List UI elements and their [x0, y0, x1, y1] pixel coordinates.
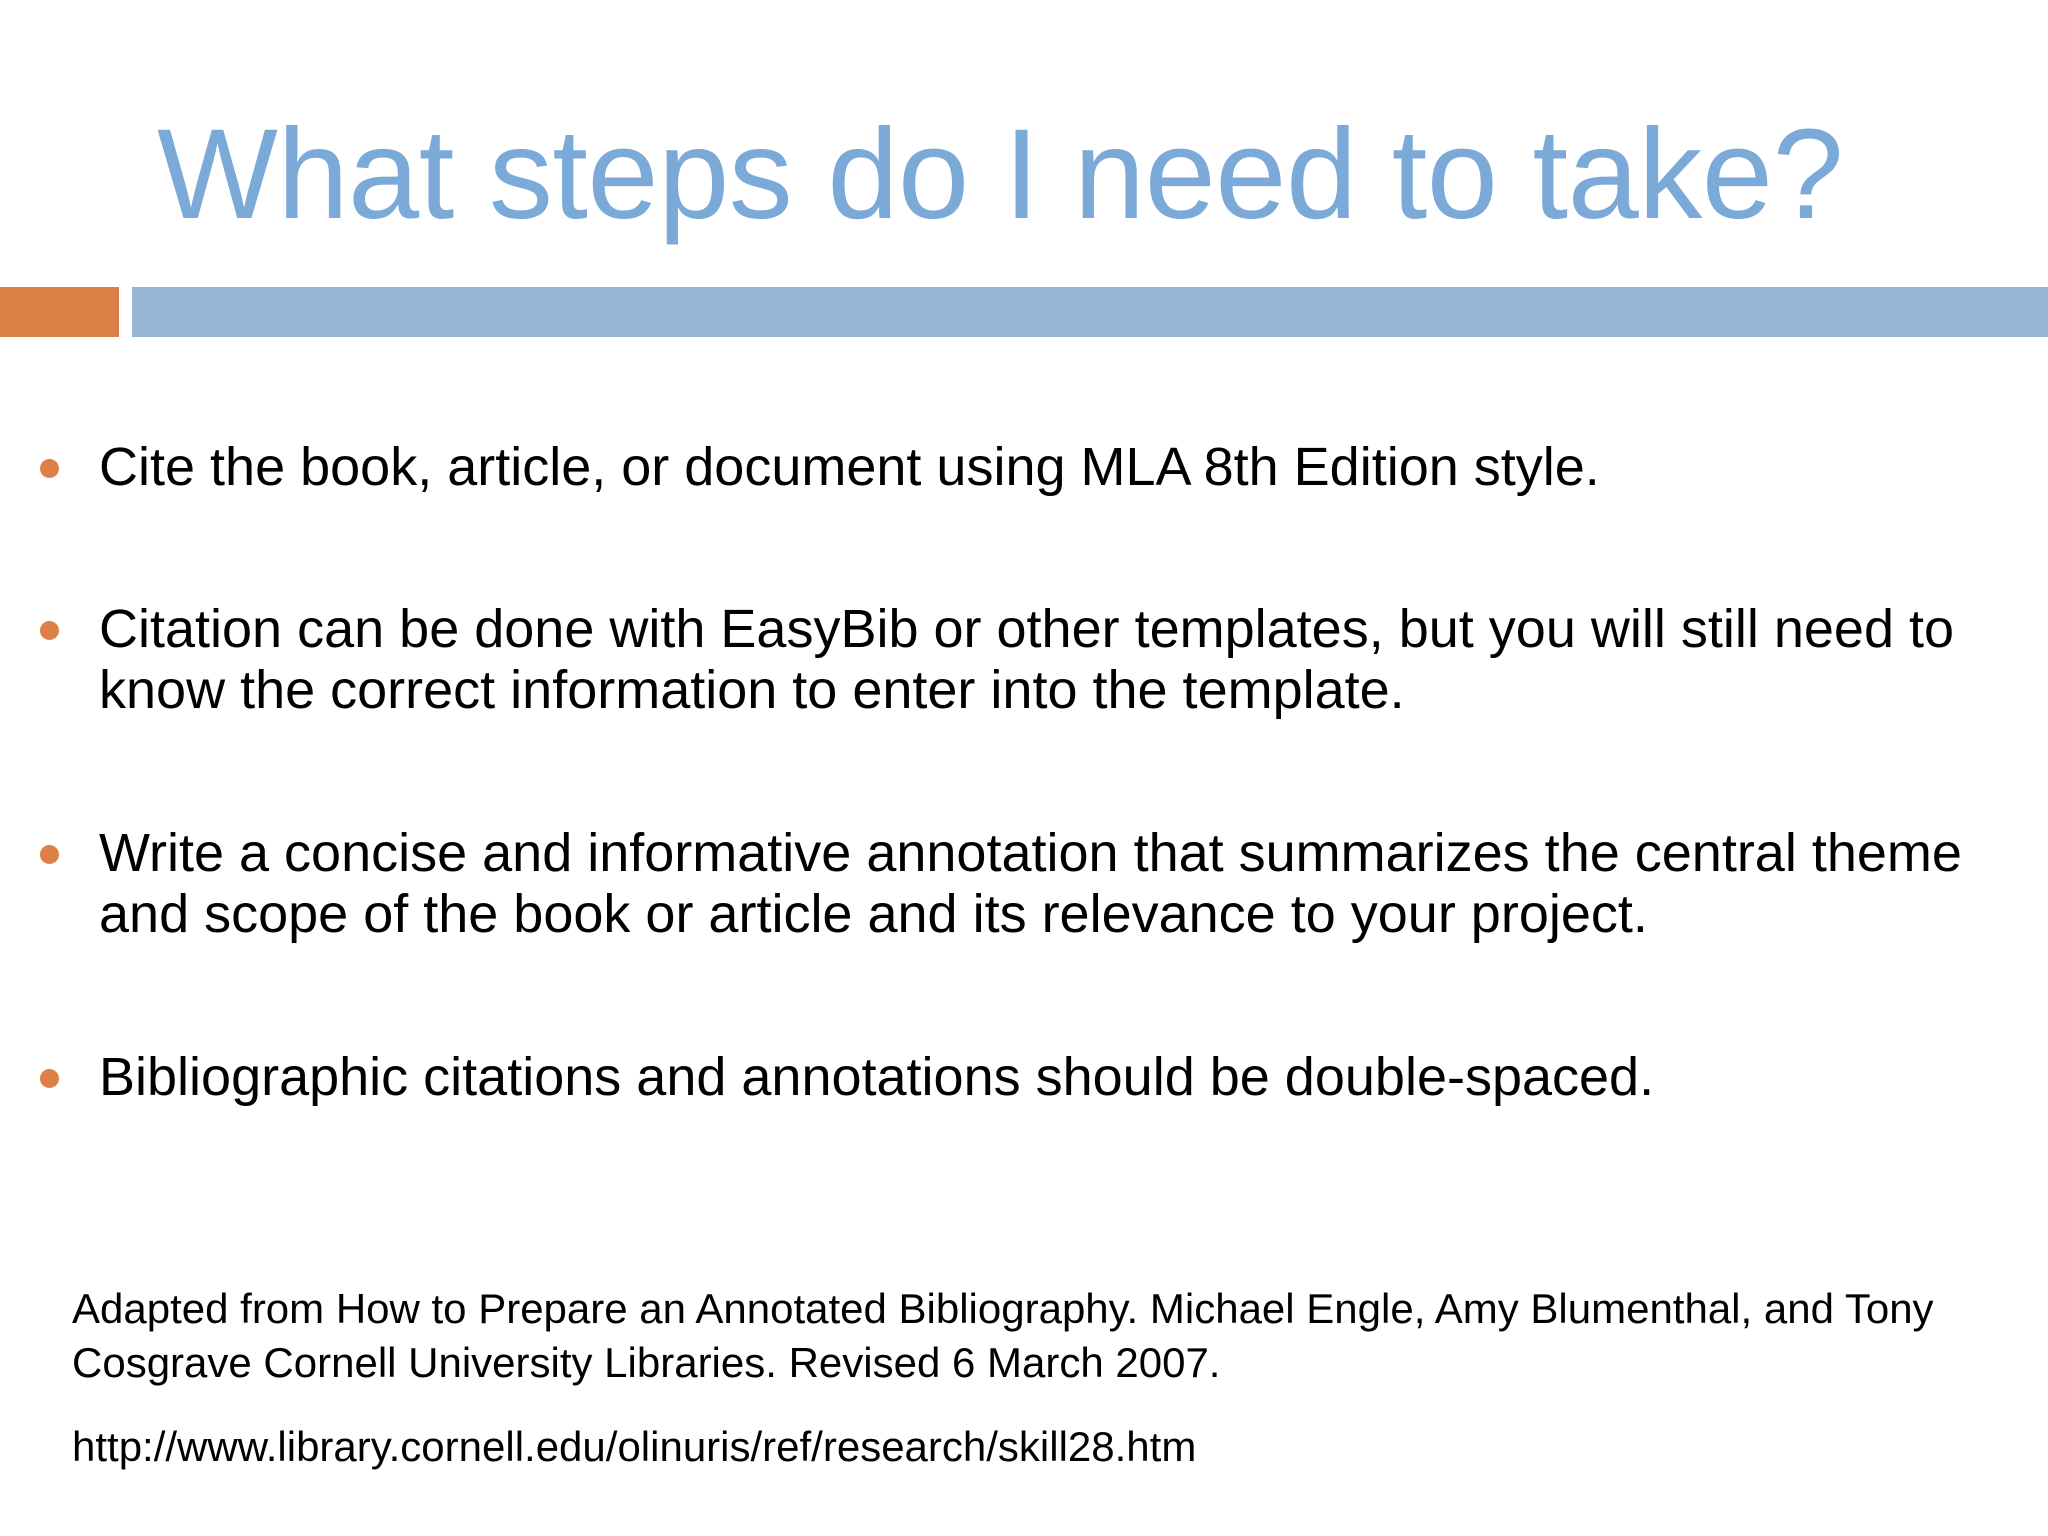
bullet-text: Bibliographic citations and annotations should be double-spaced. [99, 1047, 1655, 1107]
bullet-dot-icon [40, 1069, 59, 1088]
bullet-item [99, 437, 2019, 498]
source-note: Adapted from How to Prepare an Annotated Bibliography. Michael Engle, Amy Blumenthal, and Tony Cosgrave Cornell University Libraries. Revised 6 March 2007. [72, 1285, 1934, 1386]
bullet-dot-icon [40, 459, 59, 478]
bullet-text: Write a concise and informative annotation that summarizes the central theme and scope of the book or article and its relevance to your project. [99, 823, 1962, 944]
bullet-item [99, 599, 2019, 721]
bullet-dot-icon [40, 845, 59, 864]
accent-bar-blue [132, 287, 2048, 337]
bullet-item [99, 823, 2019, 945]
bullet-text: Cite the book, article, or document using MLA 8th Edition style. [99, 437, 1600, 497]
bullet-dot-icon [40, 621, 59, 640]
source-url: http://www.library.cornell.edu/olinuris/ref/research/skill28.htm [72, 1423, 1197, 1470]
bullet-text: Citation can be done with EasyBib or other templates, but you will still need to know the correct information to enter into the template. [99, 599, 1955, 720]
accent-bar-orange [0, 287, 119, 337]
slide-title: What steps do I need to take? [157, 103, 1844, 246]
bullet-item [99, 1047, 2019, 1108]
